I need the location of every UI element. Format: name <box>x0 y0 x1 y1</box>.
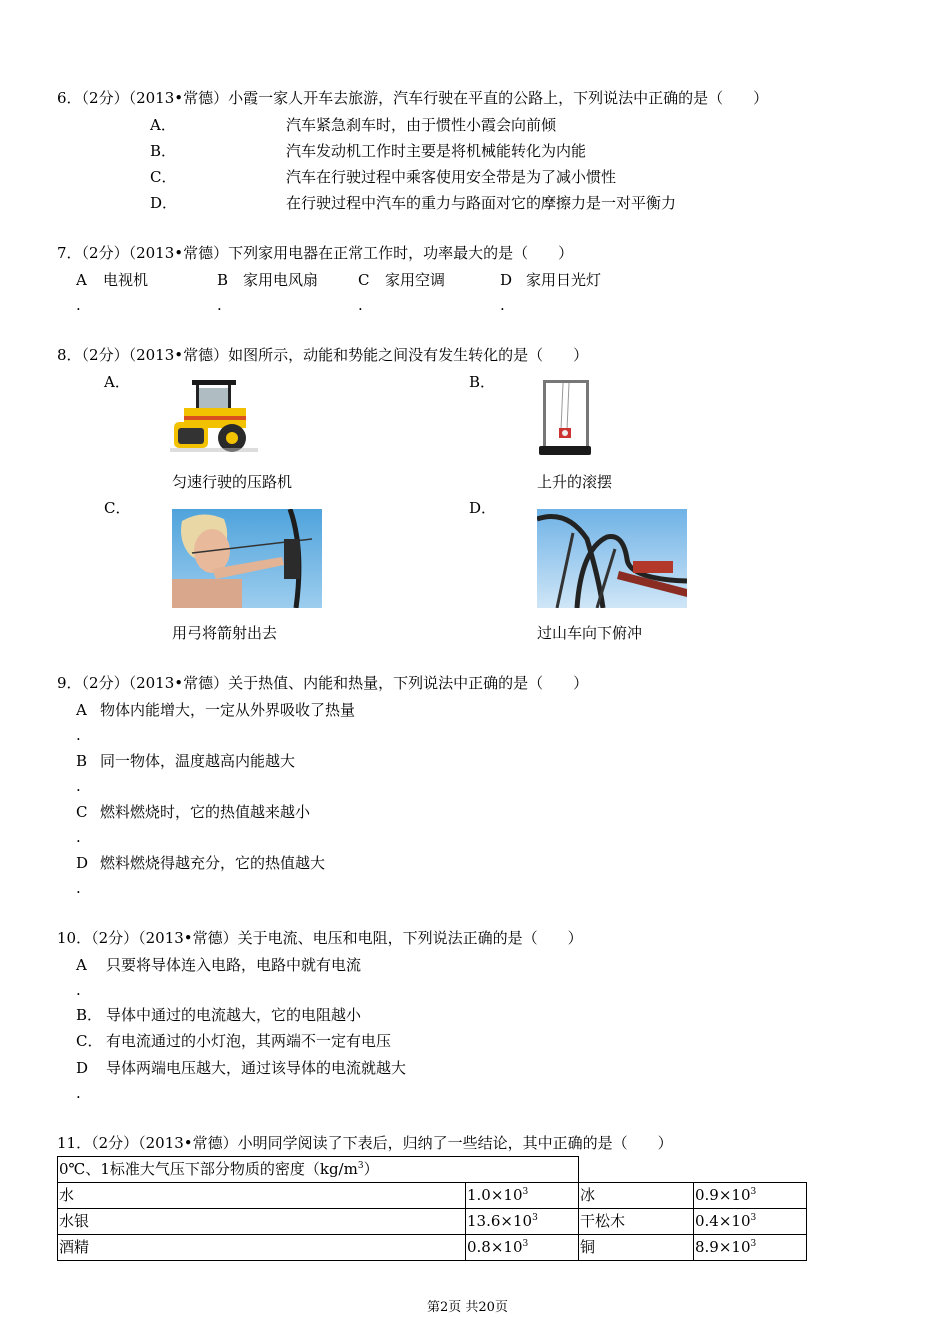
q9-option-c-text: 燃料燃烧时，它的热值越来越小 <box>100 803 311 821</box>
q8-option-b-caption: 上升的滚摆 <box>537 473 613 491</box>
q10-option-a-letter: A <box>76 956 87 974</box>
density-mantissa: 0.8×10 <box>467 1238 523 1256</box>
rolling-pendulum-image <box>537 378 595 464</box>
q10-option-c-text: 有电流通过的小灯泡，其两端不一定有电压 <box>106 1032 392 1050</box>
density-mantissa: 8.9×10 <box>695 1238 751 1256</box>
q7-option-b-letter: B <box>217 271 229 289</box>
q8-option-c-caption: 用弓将箭射出去 <box>172 624 278 642</box>
q7-option-d-letter: D <box>500 271 513 289</box>
substance-cell: 铜 <box>579 1235 694 1261</box>
table-row <box>58 1183 807 1209</box>
q9-option-b-letter: B <box>76 752 88 770</box>
q7-option-a-dot: . <box>76 296 81 314</box>
q9-stem: 9．（2分）（2013•常德）关于热值、内能和热量，下列说法中正确的是（ ） <box>57 674 589 692</box>
q7-option-a-letter: A <box>76 271 87 289</box>
page-footer: 第2页 共20页 <box>427 1300 508 1315</box>
q6-option-d-text: 在行驶过程中汽车的重力与路面对它的摩擦力是一对平衡力 <box>286 194 677 212</box>
substance-cell: 水 <box>58 1183 466 1209</box>
table-title-row <box>58 1157 807 1183</box>
q7-option-c-dot: . <box>358 296 363 314</box>
q9-option-b-dot: . <box>76 777 81 795</box>
density-exponent: 3 <box>750 1239 757 1249</box>
q7-option-c-text: 家用空调 <box>385 271 446 289</box>
substance-cell: 水银 <box>58 1209 466 1235</box>
q10-option-b-text: 导体中通过的电流越大，它的电阻越小 <box>106 1006 362 1024</box>
density-mantissa: 1.0×10 <box>467 1186 523 1204</box>
density-mantissa: 13.6×10 <box>467 1212 533 1230</box>
density-exponent: 3 <box>522 1239 529 1249</box>
density-cell <box>694 1209 807 1235</box>
q8-stem: 8．（2分）（2013•常德）如图所示，动能和势能之间没有发生转化的是（ ） <box>57 346 589 364</box>
q7-stem: 7．（2分）（2013•常德）下列家用电器在正常工作时，功率最大的是（ ） <box>57 244 574 262</box>
density-cell <box>466 1183 579 1209</box>
q10-option-c-letter: C． <box>76 1032 103 1050</box>
q9-option-d-dot: . <box>76 879 81 897</box>
table-title-exponent: 3 <box>357 1161 364 1171</box>
table-title-close: ） <box>363 1160 379 1178</box>
q6-option-a-text: 汽车紧急刹车时，由于惯性小霞会向前倾 <box>286 116 557 134</box>
table-title-text: 0℃、1标准大气压下部分物质的密度（kg/m <box>59 1160 358 1178</box>
density-cell <box>694 1183 807 1209</box>
density-table <box>57 1156 807 1261</box>
q8-option-a-letter: A． <box>104 373 130 391</box>
q7-option-d-text: 家用日光灯 <box>526 271 602 289</box>
q7-option-a-text: 电视机 <box>103 271 149 289</box>
density-mantissa: 0.4×10 <box>695 1212 751 1230</box>
q6-option-c-text: 汽车在行驶过程中乘客使用安全带是为了减小惯性 <box>286 168 617 186</box>
q10-option-a-dot: . <box>76 981 81 999</box>
q9-option-a-text: 物体内能增大，一定从外界吸收了热量 <box>100 701 356 719</box>
density-cell <box>466 1235 579 1261</box>
substance-cell: 酒精 <box>58 1235 466 1261</box>
q9-option-b-text: 同一物体，温度越高内能越大 <box>100 752 296 770</box>
q10-option-d-dot: . <box>76 1084 81 1102</box>
q9-option-d-letter: D <box>76 854 89 872</box>
table-title-spacer <box>579 1157 807 1183</box>
q9-option-c-letter: C <box>76 803 88 821</box>
q6-option-c-letter: C． <box>150 168 177 186</box>
table-row <box>58 1209 807 1235</box>
substance-cell: 干松木 <box>579 1209 694 1235</box>
archer-image <box>172 509 322 608</box>
q8-option-b-letter: B． <box>469 373 496 391</box>
q8-option-d-letter: D． <box>469 499 497 517</box>
q10-option-d-letter: D <box>76 1059 89 1077</box>
q9-option-a-letter: A <box>76 701 87 719</box>
q8-option-c-letter: C． <box>104 499 131 517</box>
q8-option-a-caption: 匀速行驶的压路机 <box>172 473 293 491</box>
q6-option-b-letter: B． <box>150 142 177 160</box>
q9-option-d-text: 燃料燃烧得越充分，它的热值越大 <box>100 854 326 872</box>
table-title-cell <box>58 1157 579 1183</box>
density-exponent: 3 <box>750 1187 757 1197</box>
q6-option-d-letter: D． <box>150 194 178 212</box>
density-exponent: 3 <box>750 1213 757 1223</box>
density-exponent: 3 <box>532 1213 538 1223</box>
q6-stem: 6．（2分）（2013•常德）小霞一家人开车去旅游，汽车行驶在平直的公路上，下列说法中正确的是（ ） <box>57 89 769 107</box>
density-cell <box>466 1209 579 1235</box>
q7-option-d-dot: . <box>500 296 505 314</box>
q10-option-b-letter: B． <box>76 1006 103 1024</box>
q7-option-c-letter: C <box>358 271 370 289</box>
q6-option-b-text: 汽车发动机工作时主要是将机械能转化为内能 <box>286 142 587 160</box>
q9-option-c-dot: . <box>76 828 81 846</box>
q10-option-a-text: 只要将导体连入电路，电路中就有电流 <box>106 956 362 974</box>
density-mantissa: 0.9×10 <box>695 1186 751 1204</box>
q7-option-b-dot: . <box>217 296 222 314</box>
q10-option-d-text: 导体两端电压越大，通过该导体的电流就越大 <box>106 1059 407 1077</box>
q11-stem: 11．（2分）（2013•常德）小明同学阅读了下表后，归纳了一些结论，其中正确的是（ ） <box>57 1134 673 1152</box>
q8-option-d-caption: 过山车向下俯冲 <box>537 624 643 642</box>
density-exponent: 3 <box>522 1187 529 1197</box>
q6-option-a-letter: A． <box>150 116 176 134</box>
q10-stem: 10．（2分）（2013•常德）关于电流、电压和电阻，下列说法正确的是（ ） <box>57 929 583 947</box>
density-cell <box>694 1235 807 1261</box>
roller-coaster-image <box>537 509 687 608</box>
q9-option-a-dot: . <box>76 726 81 744</box>
table-row <box>58 1235 807 1261</box>
q7-option-b-text: 家用电风扇 <box>243 271 319 289</box>
substance-cell: 冰 <box>579 1183 694 1209</box>
road-roller-image <box>170 378 258 460</box>
